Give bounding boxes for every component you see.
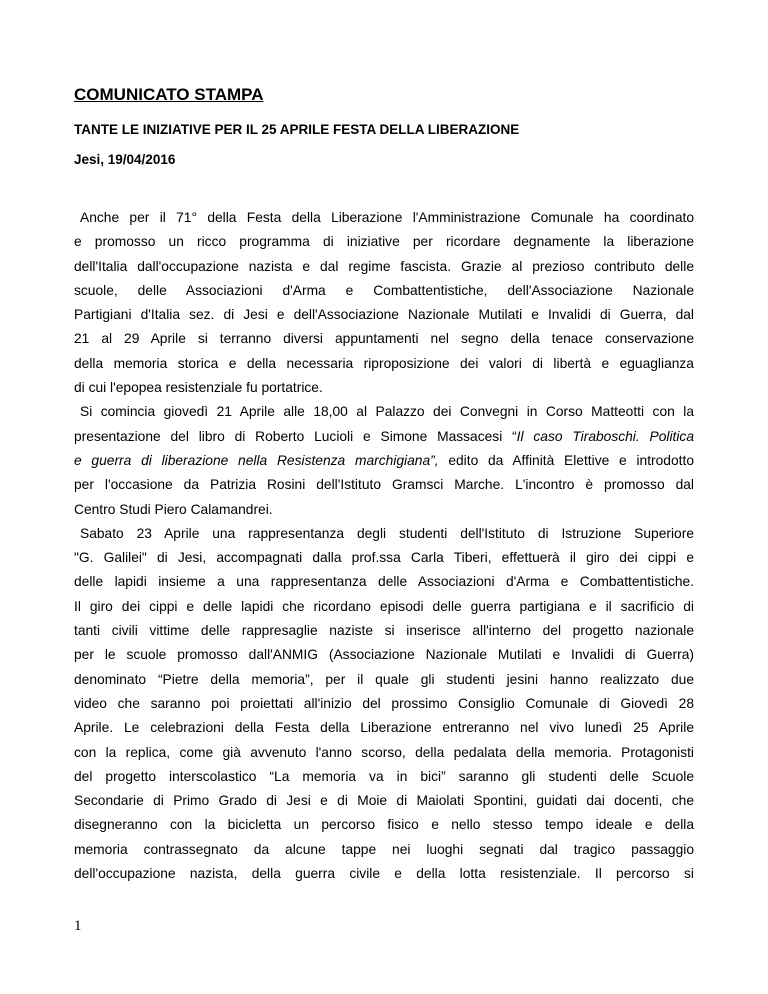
body-line: dell'Italia dall'occupazione nazista e dal regime fascista. Grazie al prezioso contributo delle bbox=[74, 258, 694, 274]
body-line-text: edito da Affinità Elettive e introdotto bbox=[438, 452, 694, 468]
body-line: per l'occasione da Patrizia Rosini dell'Istituto Gramsci Marche. L'incontro è promosso dal bbox=[74, 477, 694, 493]
press-release-date: Jesi, 19/04/2016 bbox=[74, 152, 176, 167]
body-line: Sabato 23 Aprile una rappresentanza degli studenti dell'Istituto di Istruzione Superiore bbox=[80, 525, 694, 541]
body-line: della memoria storica e della necessaria riproposizione dei valori di libertà e eguaglianza bbox=[74, 355, 694, 371]
body-line: dell'occupazione nazista, della guerra civile e della lotta resistenziale. Il percorso si bbox=[74, 866, 694, 882]
body-line bbox=[74, 425, 694, 449]
body-line: di cui l'epopea resistenziale fu portatrice. bbox=[74, 380, 323, 396]
body-text bbox=[74, 206, 694, 886]
book-title-part2: e guerra di liberazione nella Resistenza marchigiana”, bbox=[74, 452, 439, 468]
body-line: del progetto interscolastico “La memoria va in bici” saranno gli studenti delle Scuole bbox=[74, 768, 694, 784]
body-line: denominato “Pietre della memoria”, per il quale gli studenti jesini hanno realizzato due bbox=[74, 671, 694, 687]
body-line: per le scuole promosso dall'ANMIG (Associazione Nazionale Mutilati e Invalidi di Guerra) bbox=[74, 647, 694, 663]
body-line: Anche per il 71° della Festa della Liberazione l'Amministrazione Comunale ha coordinato bbox=[80, 210, 694, 225]
body-line: Il giro dei cippi e delle lapidi che ricordano episodi delle guerra partigiana e il sacrificio di bbox=[74, 598, 694, 614]
page-number: 1 bbox=[74, 918, 82, 934]
body-line-text: presentazione del libro di Roberto Lucioli e Simone Massacesi “ bbox=[74, 428, 517, 444]
body-line: scuole, delle Associazioni d'Arma e Combattentistiche, dell'Associazione Nazionale bbox=[74, 282, 694, 298]
body-line: Si comincia giovedì 21 Aprile alle 18,00 al Palazzo dei Convegni in Corso Matteotti con la bbox=[80, 404, 694, 420]
book-title-part1: Il caso Tiraboschi. Politica bbox=[516, 428, 694, 444]
body-line: Partigiani d'Italia sez. di Jesi e dell'Associazione Nazionale Mutilati e Invalidi di Guerra, dal bbox=[74, 307, 694, 323]
body-line: memoria contrassegnato da alcune tappe nei luoghi segnati dal tragico passaggio bbox=[74, 841, 694, 857]
press-release-subtitle: TANTE LE INIZIATIVE PER IL 25 APRILE FESTA DELLA LIBERAZIONE bbox=[74, 122, 520, 137]
body-line: delle lapidi insieme a una rappresentanza delle Associazioni d'Arma e Combattentistiche. bbox=[74, 574, 694, 590]
body-line: 21 al 29 Aprile si terranno diversi appuntamenti nel segno della tenace conservazione bbox=[74, 331, 694, 347]
body-line: Secondarie di Primo Grado di Jesi e di Moie di Maiolati Spontini, guidati dai docenti, che bbox=[74, 793, 694, 809]
body-line: video che saranno poi proiettati all'inizio del prossimo Consiglio Comunale di Giovedì 28 bbox=[74, 695, 694, 711]
body-line: e promosso un ricco programma di iniziative per ricordare degnamente la liberazione bbox=[74, 234, 694, 250]
body-line: Aprile. Le celebrazioni della Festa della Liberazione entreranno nel vivo lunedì 25 Aprile bbox=[74, 720, 694, 736]
body-line: Centro Studi Piero Calamandrei. bbox=[74, 501, 273, 517]
body-line bbox=[74, 449, 694, 473]
page-title: COMUNICATO STAMPA bbox=[74, 85, 264, 104]
body-line: tanti civili vittime delle rappresaglie naziste si inserisce all'interno del progetto nazionale bbox=[74, 623, 694, 639]
body-line: "G. Galilei" di Jesi, accompagnati dalla prof.ssa Carla Tiberi, effettuerà il giro dei cippi e bbox=[74, 550, 694, 566]
body-line: con la replica, come già avvenuto l'anno scorso, della pedalata della memoria. Protagonisti bbox=[74, 744, 694, 760]
body-line: disegneranno con la bicicletta un percorso fisico e nello stesso tempo ideale e della bbox=[74, 817, 694, 833]
